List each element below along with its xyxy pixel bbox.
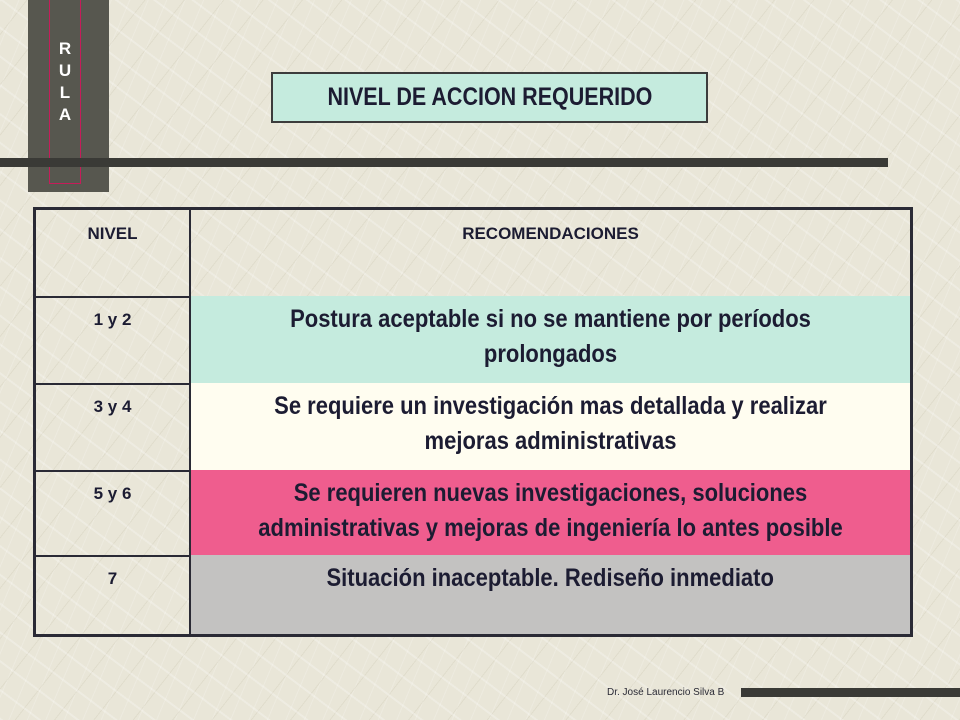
page-title: NIVEL DE ACCION REQUERIDO <box>327 83 652 111</box>
recommendation-text: Situación inaceptable. Rediseño inmediato <box>326 564 775 592</box>
recommendation-cell <box>191 555 910 634</box>
rula-letter-l: L <box>59 83 71 102</box>
rula-letter-r: R <box>58 39 72 58</box>
bottom-divider <box>741 688 960 697</box>
header-recomendaciones: RECOMENDACIONES <box>462 224 639 243</box>
rula-letter-u: U <box>58 61 72 80</box>
table-header-row <box>36 210 910 298</box>
header-nivel: NIVEL <box>36 210 191 296</box>
top-divider <box>0 158 888 167</box>
table-row <box>36 296 910 385</box>
recommendation-text: Se requiere un investigación mas detallada y realizar mejoras administrativas <box>274 392 827 455</box>
recommendation-text: Postura aceptable si no se mantiene por períodos prolongados <box>290 305 811 368</box>
rula-vertical-label <box>49 0 81 184</box>
level-cell: 5 y 6 <box>36 470 191 555</box>
title-box <box>271 72 708 123</box>
recommendation-cell <box>191 383 910 470</box>
recommendation-cell <box>191 470 910 555</box>
recommendation-text: Se requieren nuevas investigaciones, soluciones administrativas y mejoras de ingeniería lo antes posible <box>258 479 843 542</box>
table-row <box>36 470 910 557</box>
level-cell: 7 <box>36 555 191 634</box>
author-footer: Dr. José Laurencio Silva B <box>607 687 725 698</box>
action-level-table <box>33 207 913 637</box>
level-cell: 3 y 4 <box>36 383 191 470</box>
recommendation-cell <box>191 296 910 383</box>
rula-letter-a: A <box>58 105 72 124</box>
table-row <box>36 383 910 472</box>
table-row <box>36 555 910 634</box>
level-cell: 1 y 2 <box>36 296 191 383</box>
